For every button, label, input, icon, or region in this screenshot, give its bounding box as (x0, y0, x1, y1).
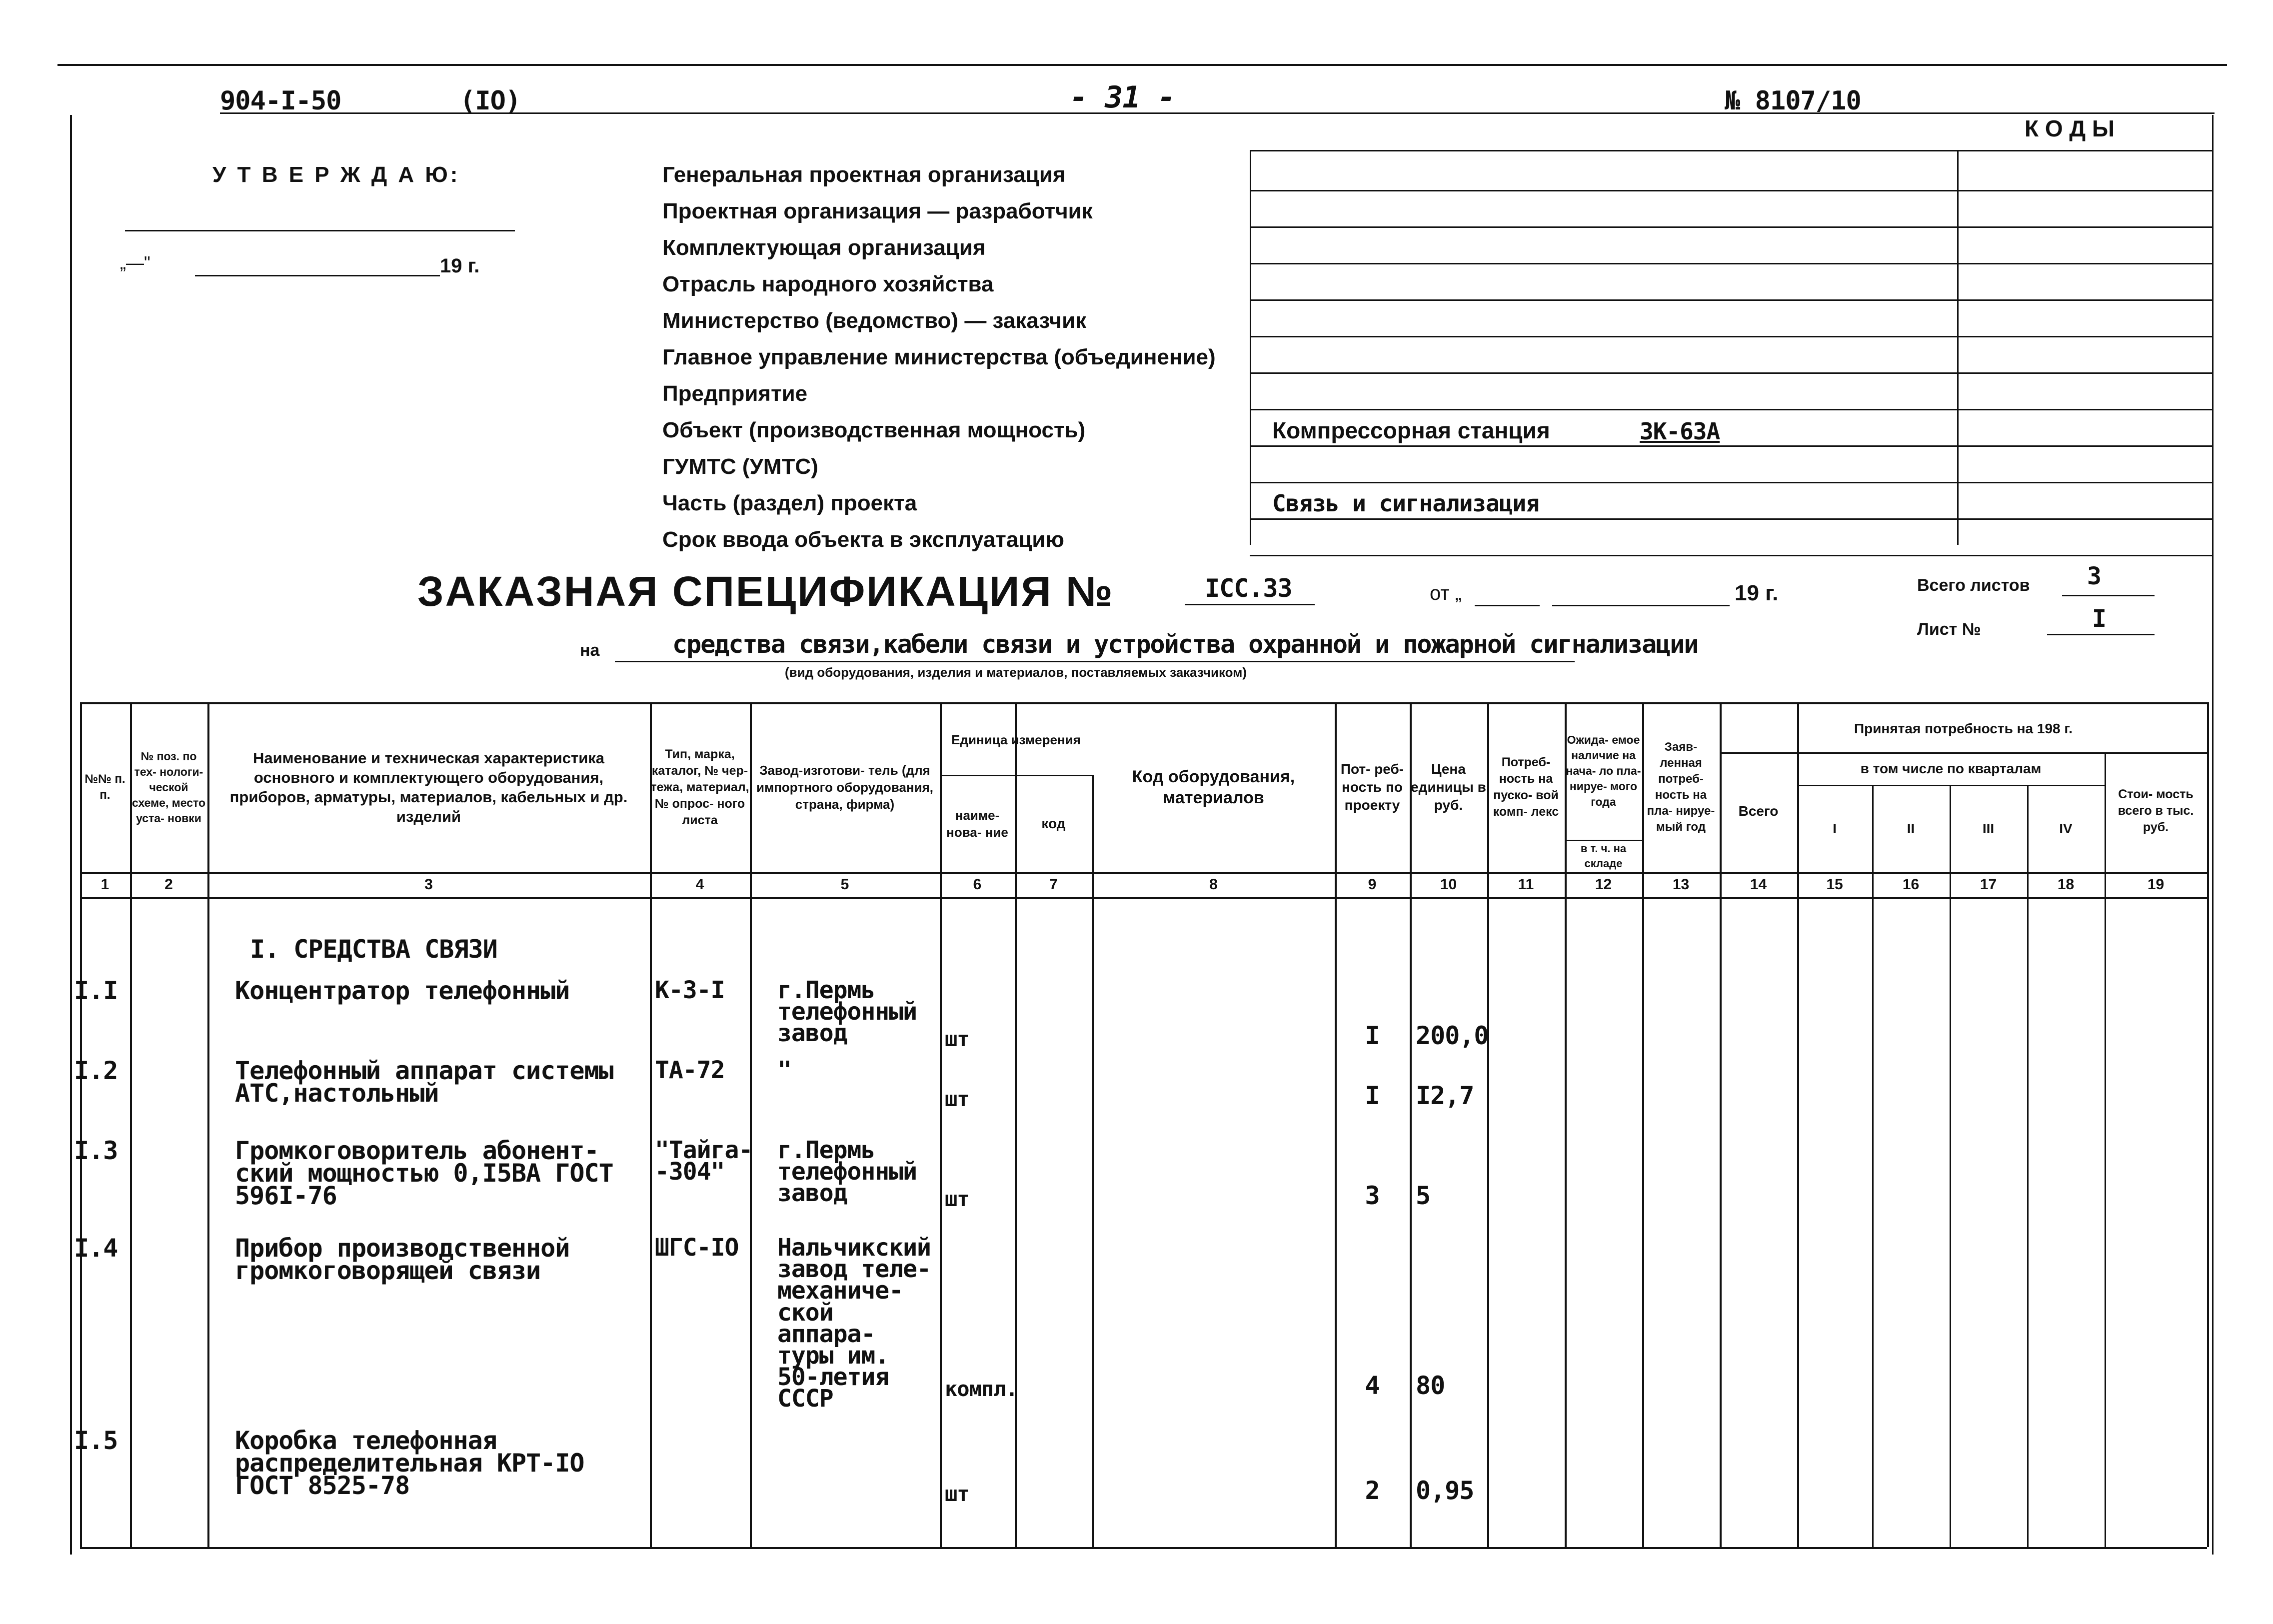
header-c1: №№ п. п. (84, 772, 125, 802)
org-field-label: ГУМТС (УМТС) (662, 454, 818, 479)
org-field-value-line (1250, 299, 1957, 301)
header-unit: Единица измерения (951, 732, 1081, 747)
row-price: 0,95 (1416, 1476, 1474, 1505)
total-sheets-line (2062, 595, 2155, 596)
right-frame (2212, 115, 2214, 1555)
table-vline (2027, 785, 2029, 1547)
column-number: 16 (1902, 876, 1920, 893)
header-c5: Завод-изготови- тель (для импортного оборудования, страна, фирма) (756, 763, 933, 812)
column-number: 9 (1368, 876, 1377, 893)
spec-number-line (1185, 604, 1315, 605)
column-number: 14 (1750, 876, 1767, 893)
column-number: 19 (2147, 876, 2165, 893)
column-number: 15 (1826, 876, 1843, 893)
row-maker: Нальчикский завод теле- механиче- ской аппара- туры им. 50-летия СССР (777, 1234, 931, 1413)
row-name: Коробка телефонная распределительная КРТ-IO ГОСТ 8525-78 (235, 1426, 584, 1500)
header-cell (1720, 705, 2207, 752)
spec-month-line (1552, 605, 1730, 606)
row-unit: компл. (945, 1377, 1018, 1401)
table-hline (80, 702, 2207, 704)
sheet-label: Лист № (1917, 620, 1981, 639)
header-cell (1642, 705, 1720, 870)
column-number: 10 (1440, 876, 1457, 893)
column-number: 17 (1980, 876, 1997, 893)
header-c9: Пот- реб- ность по проекту (1340, 761, 1404, 813)
row-name: Громкоговоритель абонент- ский мощностью 0,I5ВА ГОСТ 596I-76 (235, 1136, 613, 1210)
section-title: I. СРЕДСТВА СВЯЗИ (250, 935, 497, 964)
column-number: 5 (840, 876, 849, 893)
header-quarters_label: в том числе по кварталам (1860, 760, 2042, 776)
row-price: 80 (1416, 1371, 1445, 1400)
header-cell (1797, 787, 1872, 870)
org-field-code-line (1957, 518, 2212, 520)
org-field-label: Срок ввода объекта в эксплуатацию (662, 527, 1064, 552)
column-number: 4 (695, 876, 704, 893)
column-number: 18 (2057, 876, 2075, 893)
org-field-label: Комплектующая организация (662, 235, 986, 260)
header-cell (940, 705, 1092, 775)
row-type: ШГС-IO (655, 1234, 739, 1262)
org-field-label: Проектная организация — разработчик (662, 199, 1093, 223)
spec-subject-caption: (вид оборудования, изделия и материалов, поставляемых заказчиком) (785, 665, 1247, 680)
org-field-value-line (1250, 409, 1957, 410)
header-cell (750, 705, 940, 870)
row-num: I.5 (74, 1426, 118, 1455)
table-vline (1872, 785, 1874, 1547)
table-vline (207, 702, 209, 1547)
row-unit: шт (945, 1087, 969, 1111)
spec-on-label: на (580, 641, 600, 660)
org-field-code-line (1957, 555, 2212, 556)
org-field-code-line (1957, 299, 2212, 301)
header-c4: Тип, марка, каталог, № чер- тежа, материал, № опрос- ного листа (650, 747, 749, 827)
org-field-label: Предприятие (662, 381, 808, 406)
spec-from-label: от „ (1430, 582, 1462, 604)
column-number: 8 (1209, 876, 1218, 893)
org-field-code-line (1957, 226, 2212, 228)
row-type: ТА-72 (655, 1056, 725, 1084)
header-cell (1565, 705, 1642, 837)
row-name: Концентратор телефонный (235, 976, 570, 1005)
row-price: 5 (1416, 1181, 1431, 1210)
org-field-code-line (1957, 336, 2212, 337)
header-cell (650, 705, 750, 870)
spec-subject: средства связи,кабели связи и устройства охранной и пожарной сигнализации (672, 630, 1698, 659)
header-c8: Код оборудования, материалов (1132, 767, 1295, 807)
header-q4: IV (2059, 820, 2073, 836)
header-c11: Потреб- ность на пуско- вой комп- лекс (1493, 755, 1559, 819)
row-name: Прибор производственной громкоговорящей связи (235, 1234, 570, 1285)
header-cell (1092, 705, 1335, 870)
column-number: 7 (1049, 876, 1058, 893)
org-field-code-line (1957, 263, 2212, 264)
table-vline (1950, 785, 1951, 1547)
row-type: "Тайга- -304" (655, 1136, 753, 1186)
org-values-left-border (1250, 150, 1251, 545)
header-cell (1872, 787, 1950, 870)
row-num: I.4 (74, 1234, 118, 1263)
table-hline (940, 775, 1092, 776)
column-number: 3 (424, 876, 433, 893)
approval-date-line (195, 275, 440, 276)
row-unit: шт (945, 1027, 969, 1051)
row-num: I.I (74, 976, 118, 1005)
doc-suffix: (IO) (460, 86, 521, 116)
header-q2: II (1907, 820, 1915, 836)
row-qty: I (1365, 1081, 1380, 1110)
left-frame (70, 115, 72, 1555)
org-field-value-line (1250, 518, 1957, 520)
header-q3: III (1982, 820, 1995, 836)
spec-year-label: 19 г. (1735, 581, 1779, 605)
org-field-label: Отрасль народного хозяйства (662, 272, 994, 296)
spec-number: ICC.33 (1205, 574, 1292, 603)
header-cell (1015, 777, 1092, 870)
header-cell (1487, 705, 1565, 870)
spec-subject-line (615, 661, 1575, 662)
org-field-value: Компрессорная станция (1272, 417, 1550, 443)
header-c19: Стои- мость всего в тыс. руб. (2118, 787, 2194, 834)
row-qty: 3 (1365, 1181, 1380, 1210)
reg-number: № 8107/10 (1725, 86, 1861, 116)
header-cell (212, 705, 645, 870)
header-c6: наиме- нова- ние (946, 807, 1008, 840)
org-field-value-line (1250, 445, 1957, 447)
row-price: 200,0 (1416, 1021, 1489, 1050)
header-cell (1797, 752, 2105, 785)
header-cell (1335, 705, 1410, 870)
row-maker: " (777, 1056, 791, 1084)
header-accepted: Принятая потребность на 198 г. (1854, 720, 2073, 736)
codes-label: К О Д Ы (2025, 115, 2115, 141)
column-number: 1 (100, 876, 109, 893)
doc-code: 904-I-50 (220, 86, 341, 116)
header-cell (80, 705, 130, 870)
approval-year: 19 г. (440, 255, 480, 277)
header-c12b: в т. ч. на складе (1580, 842, 1627, 870)
row-unit: шт (945, 1482, 969, 1506)
approval-title: У Т В Е Р Ж Д А Ю: (212, 162, 460, 187)
spec-day-line (1475, 605, 1540, 606)
column-number: 6 (973, 876, 982, 893)
table-hline (80, 872, 2207, 874)
org-field-value-extra: ЗК-63А (1640, 418, 1720, 445)
total-sheets-label: Всего листов (1917, 576, 2030, 595)
row-maker: г.Пермь телефонный завод (777, 1136, 917, 1208)
header-cell (2027, 787, 2105, 870)
page-number: - 31 - (1070, 80, 1175, 115)
row-qty: I (1365, 1021, 1380, 1050)
row-type: К-3-I (655, 976, 725, 1004)
org-field-value-line (1250, 336, 1957, 337)
org-field-value-line (1250, 372, 1957, 374)
header-c12: Ожида- емое наличие на нача- ло пла- нируе- мого года (1566, 733, 1641, 808)
row-price: I2,7 (1416, 1081, 1474, 1110)
column-number: 11 (1518, 876, 1534, 893)
column-number: 2 (164, 876, 173, 893)
row-name: Телефонный аппарат системы АТС,настольный (235, 1056, 613, 1108)
org-field-label: Министерство (ведомство) — заказчик (662, 308, 1087, 333)
row-qty: 4 (1365, 1371, 1380, 1400)
org-values-top (1250, 150, 2212, 151)
header-c3: Наименование и техническая характеристика основного и комплектующего оборудования, приборов, арматуры, материалов, кабельных и др. изделий (229, 749, 628, 825)
org-field-label: Часть (раздел) проекта (662, 491, 917, 515)
table-vline (2207, 702, 2209, 1547)
total-sheets-value: 3 (2087, 562, 2101, 590)
org-field-code-line (1957, 372, 2212, 374)
header-cell (940, 777, 1015, 870)
header-cell (1720, 752, 1797, 870)
column-number: 13 (1672, 876, 1690, 893)
header-c14: Всего (1738, 803, 1779, 819)
header-cell (1950, 787, 2027, 870)
spec-title: ЗАКАЗНАЯ СПЕЦИФИКАЦИЯ № (417, 568, 1114, 615)
column-number: 12 (1595, 876, 1612, 893)
header-cell (1565, 842, 1642, 870)
org-field-value-line (1250, 482, 1957, 483)
table-vline (2105, 752, 2106, 1547)
header-q1: I (1833, 820, 1837, 836)
row-num: I.3 (74, 1136, 118, 1165)
org-field-value-line (1250, 555, 1957, 556)
header-c2: № поз. по тех- нологи- ческой схеме, место уста- новки (131, 749, 206, 825)
approval-date-open: „—" (120, 252, 150, 273)
org-field-code-line (1957, 190, 2212, 191)
approval-signature-line (125, 230, 515, 231)
row-maker: г.Пермь телефонный завод (777, 976, 917, 1048)
org-field-value-line (1250, 190, 1957, 191)
org-field-code-line (1957, 445, 2212, 447)
org-field-label: Объект (производственная мощность) (662, 418, 1086, 442)
org-field-label: Главное управление министерства (объединение) (662, 345, 1216, 369)
org-field-value: Связь и сигнализация (1272, 490, 1539, 517)
sheet-value: I (2092, 605, 2106, 633)
org-field-code-line (1957, 482, 2212, 483)
sheet-line (2047, 634, 2155, 635)
top-rule (57, 64, 2227, 66)
header-c10: Цена единицы в руб. (1411, 761, 1486, 813)
table-hline (80, 1547, 2207, 1549)
table-hline (80, 897, 2207, 899)
org-field-value-line (1250, 263, 1957, 264)
header-cell (2105, 752, 2207, 870)
header-cell (1410, 705, 1487, 870)
header-c7: код (1041, 815, 1066, 831)
org-field-label: Генеральная проектная организация (662, 162, 1066, 187)
header-cell (130, 705, 207, 870)
row-num: I.2 (74, 1056, 118, 1085)
table-hline (1797, 785, 2105, 786)
org-field-value-line (1250, 226, 1957, 228)
row-unit: шт (945, 1187, 969, 1211)
row-qty: 2 (1365, 1476, 1380, 1505)
org-codes-left-border (1957, 150, 1959, 545)
org-field-code-line (1957, 409, 2212, 410)
header-c13: Заяв- ленная потреб- ность на пла- нируе- мый год (1647, 740, 1715, 834)
